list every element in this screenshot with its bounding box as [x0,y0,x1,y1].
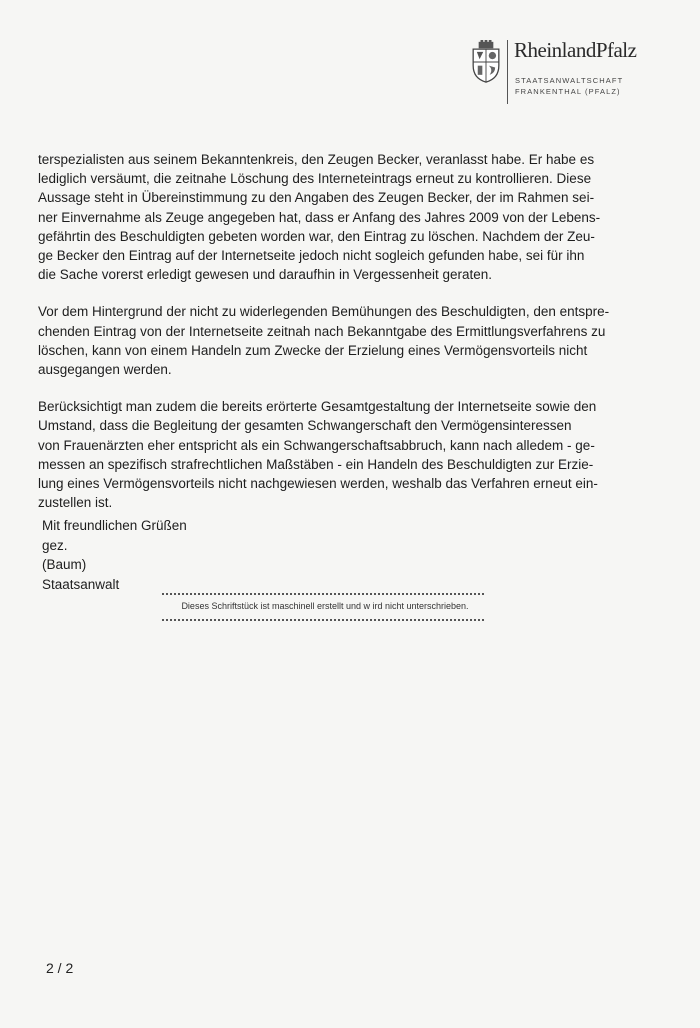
logo-divider [507,40,508,104]
notice-border-top [162,593,484,601]
brand-name: RheinlandPfalz [514,38,637,62]
text-line: ge Becker den Eintrag auf der Internetseite jedoch nicht sogleich gefunden habe, sei für ihn [38,248,585,264]
text-line: gefährtin des Beschuldigten gebeten worden war, den Eintrag zu löschen. Nachdem der Zeu- [38,228,595,244]
paragraph-2 [38,302,648,379]
text-line: terspezialisten aus seinem Bekanntenkreis, den Zeugen Becker, veranlasst habe. Er habe es [38,152,595,167]
coat-of-arms-icon [468,40,504,84]
text-line: löschen, kann von einem Handeln zum Zwecke der Erzielung eines Vermögensvorteils nicht [38,342,588,358]
text-line: messen an spezifisch strafrechtlichen Maßstäben - ein Handeln des Beschuldigten zur Erzie- [38,456,594,472]
machine-notice: Dieses Schriftstück ist maschinell erstellt und w ird nicht unterschrieben. [181,601,469,611]
office-line-1: STAATSANWALTSCHAFT [515,76,624,85]
text-line: Umstand, dass die Begleitung der gesamten Schwangerschaft den Vermögensinteressen [38,418,572,434]
text-line: Aussage steht in Übereinstimmung zu den Angaben des Zeugen Becker, der im Rahmen sei- [38,190,595,206]
text-line: die Sache vorerst erledigt gewesen und daraufhin in Vergessenheit geraten. [38,267,493,283]
notice-border-bottom [162,619,484,627]
signature-mark: gez. [42,537,68,553]
text-line: lung eines Vermögensvorteils nicht nachgewiesen werden, weshalb das Verfahren erneut ein- [38,476,598,492]
closing-block [42,516,187,594]
text-line: ausgegangen werden. [38,362,172,378]
signer-title: Staatsanwalt [42,576,120,592]
text-line: von Frauenärzten eher entspricht als ein Schwangerschaftsabbruch, kann nach alledem - ge- [38,437,595,453]
office-name [515,75,623,97]
text-line: zustellen ist. [38,495,113,511]
text-line: lediglich versäumt, die zeitnahe Löschung des Interneteintrags erneut zu kontrollieren. Diese [38,171,592,187]
text-line: ner Einvernahme als Zeuge angegeben hat, dass er Anfang des Jahres 2009 von der Lebens- [38,209,601,225]
signer-name: (Baum) [42,557,87,572]
paragraph-3 [38,397,648,512]
office-line-2: FRANKENTHAL (PFALZ) [515,87,621,96]
paragraph-1 [38,150,648,284]
page-number: 2 / 2 [46,960,74,976]
greeting: Mit freundlichen Grüßen [42,518,187,533]
letter-body [38,150,648,530]
text-line: Vor dem Hintergrund der nicht zu widerlegenden Bemühungen des Beschuldigten, den entspre- [38,304,610,320]
text-line: Berücksichtigt man zudem die bereits erörterte Gesamtgestaltung der Internetseite sowie den [38,399,597,415]
text-line: chenden Eintrag von der Internetseite zeitnah nach Bekanntgabe des Ermittlungsverfahrens zu [38,323,606,339]
